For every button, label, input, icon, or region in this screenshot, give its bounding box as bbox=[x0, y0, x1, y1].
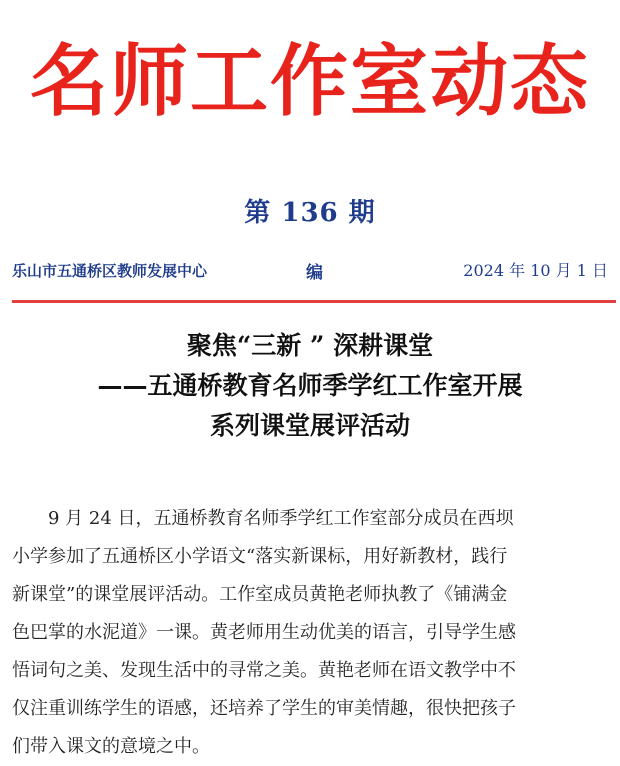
body-line: 仅注重训练学生的语感，还培养了学生的审美情趣，很快把孩子 bbox=[12, 698, 516, 719]
body-line: 们带入课文的意境之中。 bbox=[12, 736, 210, 757]
masthead-title: 名师工作室动态 bbox=[29, 37, 591, 124]
body-line: 色巴掌的水泥道》一课。黄老师用生动优美的语言，引导学生感 bbox=[12, 622, 516, 643]
body-line: 新课堂”的课堂展评活动。工作室成员黄艳老师执教了《铺满金 bbox=[12, 584, 508, 605]
meta-row bbox=[0, 258, 620, 282]
headline-line: ——五通桥教育名师季学红工作室开展 bbox=[97, 371, 523, 400]
body-line: 小学参加了五通桥区小学语文“落实新课标，用好新教材，践行 bbox=[12, 546, 508, 567]
editor-organization: 乐山市五通桥区教师发展中心 bbox=[12, 262, 208, 280]
headline-line: 聚焦“三新 ” 深耕课堂 bbox=[186, 331, 434, 360]
body-line: 悟词句之美、发现生活中的寻常之美。黄艳老师在语文教学中不 bbox=[12, 660, 516, 681]
article-headline bbox=[0, 326, 620, 446]
publish-date: 2024 年 10 月 1 日 bbox=[463, 261, 608, 280]
body-line: 9 月 24 日，五通桥教育名师季学红工作室部分成员在西坝 bbox=[12, 508, 514, 529]
issue-number: 第 136 期 bbox=[244, 198, 376, 228]
masthead-title-graphic bbox=[0, 28, 620, 124]
header-divider bbox=[12, 300, 616, 303]
headline-line: 系列课堂展评活动 bbox=[209, 411, 410, 440]
edit-mark: 编 bbox=[306, 263, 323, 283]
masthead bbox=[0, 28, 620, 124]
article-body bbox=[12, 500, 608, 766]
